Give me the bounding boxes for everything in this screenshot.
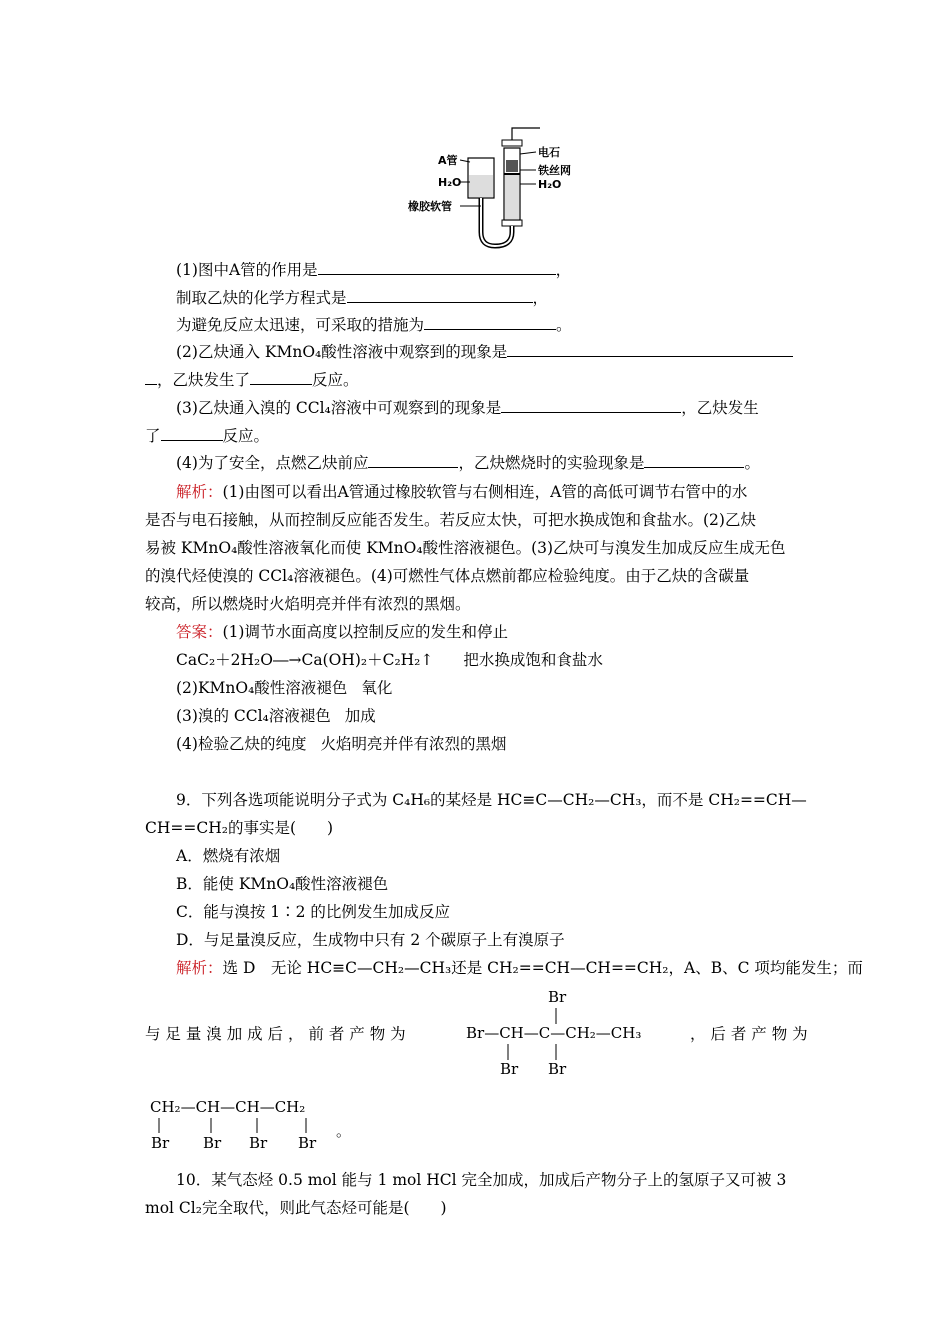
q8-answer-line4: (3)溴的 CCl₄溶液褪色 加成 [176, 707, 376, 725]
q8-analysis-line1: 解析：(1)由图可以看出A管通过橡胶软管与右侧相连，A管的高低可调节右管中的水 [176, 483, 748, 501]
q8-answer-line5: (4)检验乙炔的纯度 火焰明亮并伴有浓烈的黑烟 [176, 735, 507, 753]
q8-part2-line2: ，乙炔发生了 反应。 [145, 370, 810, 390]
q8-answer-line1: 答案：(1)调节水面高度以控制反应的发生和停止 [176, 623, 508, 641]
q8-part2-line1: (2)乙炔通入 KMnO₄酸性溶液中观察到的现象是 [176, 342, 841, 362]
q9-stem-line2: CH==CH₂的事实是( ) [145, 819, 334, 837]
q8-answer-line2: CaC₂＋2H₂O―→Ca(OH)₂＋C₂H₂↑ 把水换成饱和食盐水 [176, 651, 603, 669]
analysis-label: 解析： [176, 483, 223, 501]
q8-analysis-line4: 的溴代烃使溴的 CCl₄溶液褪色。(4)可燃性气体点燃前都应检验纯度。由于乙炔的含碳量 [145, 567, 750, 585]
q9-analysis-line2a: 与 足 量 溴 加 成 后 ， 前 者 产 物 为 [145, 1025, 406, 1043]
product-structure-2: CH₂—CH—CH—CH₂ [150, 1098, 306, 1116]
struct2-br-1: Br [151, 1134, 170, 1152]
q9-option-a: A．燃烧有浓烟 [176, 847, 281, 865]
label-iron-mesh: 铁丝网 [538, 164, 571, 177]
q8-part1-line1: (1)图中A管的作用是 ， [176, 261, 572, 279]
struct2-br-2: Br [203, 1134, 222, 1152]
label-calcium-carbide: 电石 [538, 146, 560, 159]
q8-part1-line2: 制取乙炔的化学方程式是 ， [176, 289, 549, 307]
struct2-br-3: Br [249, 1134, 268, 1152]
label-h2o-right: H₂O [538, 178, 562, 191]
label-a-tube: A管 [438, 154, 458, 167]
q8-part1-line3: 为避免反应太迅速，可采取的措施为 。 [176, 316, 572, 334]
q9-option-d: D．与足量溴反应，生成物中只有 2 个碳原子上有溴原子 [176, 931, 565, 949]
q8-answer-line3: (2)KMnO₄酸性溶液褪色 氧化 [176, 679, 393, 697]
label-h2o-left: H₂O [438, 176, 462, 189]
q9-analysis-line2b: ， 后 者 产 物 为 [690, 1025, 808, 1043]
q10-stem-line2: mol Cl₂完全取代，则此气态烃可能是( ) [145, 1199, 447, 1217]
q8-analysis-line5: 较高，所以燃烧时火焰明亮并伴有浓烈的黑烟。 [145, 595, 471, 613]
label-rubber-hose: 橡胶软管 [408, 200, 452, 213]
q8-part4-line1: (4)为了安全，点燃乙炔前应 ，乙炔燃烧时的实验现象是 。 [176, 454, 760, 472]
q9-option-c: C．能与溴按 1∶2 的比例发生加成反应 [176, 903, 450, 921]
struct1-br-bottom-2: Br [548, 1060, 567, 1078]
q10-stem-line1: 10．某气态烃 0.5 mol 能与 1 mol HCl 完全加成，加成后产物分子上的氢原子又可被 3 [176, 1171, 787, 1189]
q8-part3-line1: (3)乙炔通入溴的 CCl₄溶液中可观察到的现象是 ，乙炔发生 [176, 399, 759, 417]
q9-stem-line1: 9．下列各选项能说明分子式为 C₄H₆的某烃是 HC≡C—CH₂—CH₃，而不是 CH₂==CH— [176, 791, 807, 809]
answer-label: 答案： [176, 623, 223, 641]
q8-analysis-line2: 是否与电石接触，从而控制反应能否发生。若反应太快，可把水换成饱和食盐水。(2)乙炔 [145, 511, 756, 529]
q9-option-b: B．能使 KMnO₄酸性溶液褪色 [176, 875, 389, 893]
analysis-label: 解析： [176, 959, 223, 977]
q8-part3-line2: 了 反应。 [145, 427, 270, 445]
struct2-period: 。 [336, 1122, 352, 1140]
q8-analysis-line3: 易被 KMnO₄酸性溶液氧化而使 KMnO₄酸性溶液褪色。(3)乙炔可与溴发生加成反应生成无色 [145, 539, 786, 557]
struct2-br-4: Br [298, 1134, 317, 1152]
product-structure-1: Br—CH—C—CH₂—CH₃ [466, 1024, 642, 1042]
struct1-br-bottom-1: Br [500, 1060, 519, 1078]
struct1-br-top: Br [548, 988, 567, 1006]
q9-analysis-line1: 解析：选 D 无论 HC≡C—CH₂—CH₃还是 CH₂==CH—CH==CH₂，A、B、C 项均能发生；而 [176, 959, 863, 977]
